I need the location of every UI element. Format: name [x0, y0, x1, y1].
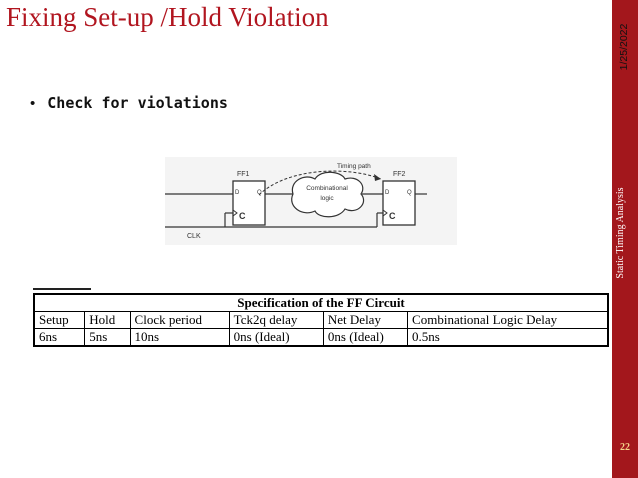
table-header-cell: Hold — [85, 312, 130, 329]
table-header-cell: Setup — [34, 312, 85, 329]
table-top-mark — [33, 288, 91, 290]
spec-table — [33, 293, 609, 347]
table-header-cell: Combinational Logic Delay — [408, 312, 608, 329]
table-header-cell: Clock period — [130, 312, 229, 329]
ff2-d-pin: D — [385, 190, 390, 196]
ff1-c-pin: C — [239, 211, 246, 221]
ff2-c-pin: C — [389, 211, 396, 221]
clk-label: CLK — [187, 233, 201, 240]
side-label: Static Timing Analysis — [615, 187, 626, 279]
table-header-cell: Tck2q delay — [229, 312, 323, 329]
table-caption: Specification of the FF Circuit — [34, 294, 608, 312]
bullet-icon: • — [30, 95, 36, 112]
bullet-text: Check for violations — [47, 94, 228, 112]
logic-label-line2: logic — [320, 195, 334, 202]
table-cell: 10ns — [130, 329, 229, 347]
table-cell: 0ns (Ideal) — [229, 329, 323, 347]
timing-path-label: Timing path — [337, 163, 371, 170]
ff2-box — [383, 181, 415, 225]
table-cell: 0ns (Ideal) — [323, 329, 407, 347]
ff1-label: FF1 — [237, 171, 250, 178]
table-header-row — [34, 312, 608, 329]
ff1-q-pin: Q — [257, 190, 262, 196]
ff1-box — [233, 181, 265, 225]
table-header-cell: Net Delay — [323, 312, 407, 329]
table-caption-row — [34, 294, 608, 312]
table-cell: 6ns — [34, 329, 85, 347]
logic-label-line1: Combinational — [306, 185, 348, 192]
ff2-label: FF2 — [393, 171, 406, 178]
table-cell: 5ns — [85, 329, 130, 347]
ff2-q-pin: Q — [407, 190, 412, 196]
circuit-diagram — [165, 157, 457, 245]
bullet-item — [30, 94, 228, 112]
ff1-d-pin: D — [235, 190, 240, 196]
slide-date: 1/25/2022 — [618, 23, 630, 71]
slide-title: Fixing Set-up /Hold Violation — [6, 2, 329, 32]
table-row — [34, 329, 608, 347]
page-number: 22 — [620, 442, 630, 453]
table-cell: 0.5ns — [408, 329, 608, 347]
